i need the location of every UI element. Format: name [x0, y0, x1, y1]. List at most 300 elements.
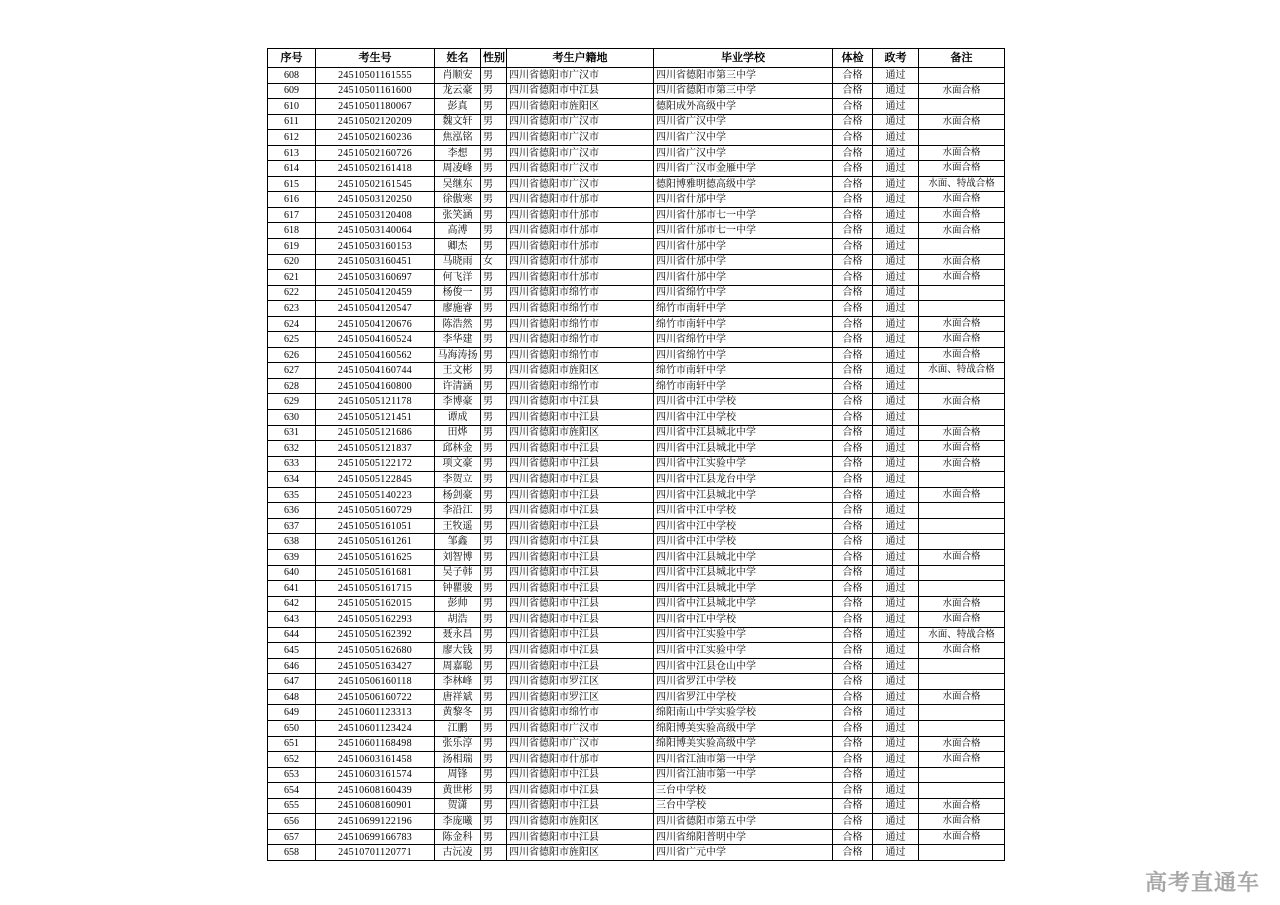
cell-physical-exam: 合格	[833, 845, 873, 861]
cell-residence: 四川省德阳市中江县	[507, 518, 654, 534]
cell-residence: 四川省德阳市中江县	[507, 643, 654, 659]
cell-candidate-no: 24510601123313	[316, 705, 435, 721]
cell-physical-exam: 合格	[833, 705, 873, 721]
table-row	[268, 192, 1005, 208]
cell-school: 四川省中江县仓山中学	[654, 658, 833, 674]
cell-remark	[919, 378, 1005, 394]
table-row	[268, 301, 1005, 317]
cell-gender: 男	[481, 798, 507, 814]
cell-physical-exam: 合格	[833, 534, 873, 550]
cell-gender: 男	[481, 270, 507, 286]
cell-political-exam: 通过	[873, 441, 919, 457]
cell-index: 622	[268, 285, 316, 301]
cell-index: 645	[268, 643, 316, 659]
cell-index: 655	[268, 798, 316, 814]
table-row	[268, 752, 1005, 768]
cell-candidate-no: 24510506160722	[316, 689, 435, 705]
cell-school: 四川省什邡中学	[654, 239, 833, 255]
cell-political-exam: 通过	[873, 239, 919, 255]
cell-remark: 水面合格	[919, 254, 1005, 270]
cell-name: 陈浩然	[435, 316, 481, 332]
cell-candidate-no: 24510601168498	[316, 736, 435, 752]
cell-political-exam: 通过	[873, 254, 919, 270]
cell-physical-exam: 合格	[833, 814, 873, 830]
cell-gender: 男	[481, 456, 507, 472]
cell-physical-exam: 合格	[833, 363, 873, 379]
cell-school: 绵竹市南轩中学	[654, 301, 833, 317]
cell-index: 631	[268, 425, 316, 441]
cell-residence: 四川省德阳市什邡市	[507, 270, 654, 286]
cell-gender: 男	[481, 239, 507, 255]
cell-physical-exam: 合格	[833, 720, 873, 736]
cell-remark: 水面合格	[919, 394, 1005, 410]
cell-candidate-no: 24510503160697	[316, 270, 435, 286]
cell-physical-exam: 合格	[833, 736, 873, 752]
cell-residence: 四川省德阳市绵竹市	[507, 378, 654, 394]
cell-index: 632	[268, 441, 316, 457]
cell-name: 王文彬	[435, 363, 481, 379]
cell-school: 四川省中江县城北中学	[654, 581, 833, 597]
cell-gender: 男	[481, 176, 507, 192]
table-row	[268, 270, 1005, 286]
cell-residence: 四川省德阳市绵竹市	[507, 332, 654, 348]
cell-name: 贺潇	[435, 798, 481, 814]
table-row	[268, 456, 1005, 472]
cell-candidate-no: 24510506160118	[316, 674, 435, 690]
table-row	[268, 145, 1005, 161]
table-row	[268, 285, 1005, 301]
cell-residence: 四川省德阳市广汉市	[507, 736, 654, 752]
cell-physical-exam: 合格	[833, 301, 873, 317]
cell-name: 张笑涵	[435, 207, 481, 223]
cell-physical-exam: 合格	[833, 643, 873, 659]
cell-residence: 四川省德阳市什邡市	[507, 223, 654, 239]
cell-physical-exam: 合格	[833, 161, 873, 177]
cell-residence: 四川省德阳市广汉市	[507, 720, 654, 736]
cell-candidate-no: 24510501161555	[316, 68, 435, 84]
cell-gender: 男	[481, 581, 507, 597]
cell-residence: 四川省德阳市广汉市	[507, 130, 654, 146]
cell-residence: 四川省德阳市中江县	[507, 798, 654, 814]
cell-candidate-no: 24510503140064	[316, 223, 435, 239]
cell-political-exam: 通过	[873, 503, 919, 519]
table-row	[268, 254, 1005, 270]
cell-school: 四川省广汉中学	[654, 114, 833, 130]
cell-remark: 水面合格	[919, 736, 1005, 752]
table-row	[268, 347, 1005, 363]
cell-residence: 四川省德阳市旌阳区	[507, 845, 654, 861]
column-header-index: 序号	[268, 49, 316, 68]
cell-political-exam: 通过	[873, 378, 919, 394]
table-row	[268, 565, 1005, 581]
cell-index: 609	[268, 83, 316, 99]
cell-index: 646	[268, 658, 316, 674]
cell-school: 绵阳博美实验高级中学	[654, 736, 833, 752]
cell-physical-exam: 合格	[833, 472, 873, 488]
table-row	[268, 441, 1005, 457]
cell-name: 徐傲寒	[435, 192, 481, 208]
cell-remark	[919, 534, 1005, 550]
cell-physical-exam: 合格	[833, 798, 873, 814]
column-header-residence: 考生户籍地	[507, 49, 654, 68]
table-row	[268, 161, 1005, 177]
cell-gender: 男	[481, 518, 507, 534]
cell-physical-exam: 合格	[833, 829, 873, 845]
table-row	[268, 596, 1005, 612]
table-row	[268, 736, 1005, 752]
cell-index: 613	[268, 145, 316, 161]
cell-school: 四川省广汉中学	[654, 130, 833, 146]
table-row	[268, 627, 1005, 643]
cell-physical-exam: 合格	[833, 239, 873, 255]
cell-political-exam: 通过	[873, 130, 919, 146]
cell-candidate-no: 24510505140223	[316, 487, 435, 503]
cell-index: 608	[268, 68, 316, 84]
cell-index: 641	[268, 581, 316, 597]
cell-remark: 水面合格	[919, 798, 1005, 814]
cell-political-exam: 通过	[873, 301, 919, 317]
cell-residence: 四川省德阳市中江县	[507, 503, 654, 519]
cell-index: 649	[268, 705, 316, 721]
cell-candidate-no: 24510603161574	[316, 767, 435, 783]
cell-remark	[919, 674, 1005, 690]
cell-residence: 四川省德阳市中江县	[507, 829, 654, 845]
cell-remark	[919, 301, 1005, 317]
cell-gender: 男	[481, 643, 507, 659]
cell-physical-exam: 合格	[833, 410, 873, 426]
cell-school: 四川省中江县城北中学	[654, 596, 833, 612]
cell-gender: 男	[481, 596, 507, 612]
cell-remark	[919, 720, 1005, 736]
table-row	[268, 767, 1005, 783]
table-row	[268, 207, 1005, 223]
cell-political-exam: 通过	[873, 814, 919, 830]
cell-remark: 水面合格	[919, 161, 1005, 177]
cell-school: 四川省中江实验中学	[654, 627, 833, 643]
cell-gender: 男	[481, 658, 507, 674]
table-row	[268, 378, 1005, 394]
cell-name: 江鹏	[435, 720, 481, 736]
cell-gender: 男	[481, 689, 507, 705]
cell-gender: 男	[481, 565, 507, 581]
cell-index: 629	[268, 394, 316, 410]
cell-political-exam: 通过	[873, 99, 919, 115]
cell-physical-exam: 合格	[833, 68, 873, 84]
table-row	[268, 643, 1005, 659]
table-row	[268, 332, 1005, 348]
table-row	[268, 814, 1005, 830]
cell-physical-exam: 合格	[833, 207, 873, 223]
cell-residence: 四川省德阳市中江县	[507, 612, 654, 628]
cell-political-exam: 通过	[873, 487, 919, 503]
table-header-row	[268, 49, 1005, 68]
cell-residence: 四川省德阳市中江县	[507, 565, 654, 581]
cell-index: 614	[268, 161, 316, 177]
cell-school: 三台中学校	[654, 798, 833, 814]
cell-residence: 四川省德阳市旌阳区	[507, 814, 654, 830]
cell-physical-exam: 合格	[833, 99, 873, 115]
cell-gender: 男	[481, 829, 507, 845]
cell-political-exam: 通过	[873, 223, 919, 239]
cell-candidate-no: 24510505162293	[316, 612, 435, 628]
cell-candidate-no: 24510505160729	[316, 503, 435, 519]
cell-political-exam: 通过	[873, 518, 919, 534]
table-row	[268, 68, 1005, 84]
cell-gender: 男	[481, 301, 507, 317]
cell-school: 四川省广汉中学	[654, 145, 833, 161]
cell-residence: 四川省德阳市旌阳区	[507, 363, 654, 379]
cell-name: 杨剑豪	[435, 487, 481, 503]
cell-index: 623	[268, 301, 316, 317]
table-row	[268, 783, 1005, 799]
cell-gender: 男	[481, 378, 507, 394]
cell-political-exam: 通过	[873, 270, 919, 286]
cell-school: 四川省绵竹中学	[654, 285, 833, 301]
cell-remark: 水面合格	[919, 347, 1005, 363]
cell-residence: 四川省德阳市什邡市	[507, 192, 654, 208]
cell-index: 630	[268, 410, 316, 426]
cell-name: 胡浩	[435, 612, 481, 628]
cell-index: 648	[268, 689, 316, 705]
cell-gender: 男	[481, 316, 507, 332]
cell-index: 611	[268, 114, 316, 130]
cell-school: 四川省中江实验中学	[654, 456, 833, 472]
cell-name: 高溥	[435, 223, 481, 239]
column-header-gender: 性别	[481, 49, 507, 68]
cell-index: 643	[268, 612, 316, 628]
cell-school: 四川省什邡中学	[654, 270, 833, 286]
cell-name: 周凌峰	[435, 161, 481, 177]
cell-name: 邱林金	[435, 441, 481, 457]
cell-residence: 四川省德阳市中江县	[507, 581, 654, 597]
cell-physical-exam: 合格	[833, 285, 873, 301]
cell-residence: 四川省德阳市中江县	[507, 472, 654, 488]
cell-remark: 水面合格	[919, 643, 1005, 659]
cell-residence: 四川省德阳市中江县	[507, 534, 654, 550]
cell-remark: 水面合格	[919, 549, 1005, 565]
cell-residence: 四川省德阳市广汉市	[507, 161, 654, 177]
table-row	[268, 658, 1005, 674]
cell-name: 彭帅	[435, 596, 481, 612]
column-header-school: 毕业学校	[654, 49, 833, 68]
cell-remark	[919, 472, 1005, 488]
cell-candidate-no: 24510505122845	[316, 472, 435, 488]
cell-candidate-no: 24510503120250	[316, 192, 435, 208]
cell-name: 项文豪	[435, 456, 481, 472]
cell-name: 廖施睿	[435, 301, 481, 317]
watermark: 高考直通车	[1144, 870, 1260, 895]
candidates-table	[267, 48, 1005, 861]
cell-remark	[919, 68, 1005, 84]
cell-index: 636	[268, 503, 316, 519]
cell-gender: 男	[481, 425, 507, 441]
cell-candidate-no: 24510505161715	[316, 581, 435, 597]
cell-school: 四川省什邡中学	[654, 254, 833, 270]
cell-residence: 四川省德阳市广汉市	[507, 68, 654, 84]
table-row	[268, 425, 1005, 441]
cell-political-exam: 通过	[873, 845, 919, 861]
table-row	[268, 829, 1005, 845]
cell-political-exam: 通过	[873, 674, 919, 690]
cell-name: 马晓雨	[435, 254, 481, 270]
cell-gender: 男	[481, 845, 507, 861]
cell-name: 肖顺安	[435, 68, 481, 84]
cell-index: 615	[268, 176, 316, 192]
cell-name: 周锋	[435, 767, 481, 783]
cell-physical-exam: 合格	[833, 114, 873, 130]
cell-candidate-no: 24510501161600	[316, 83, 435, 99]
cell-candidate-no: 24510505161051	[316, 518, 435, 534]
cell-physical-exam: 合格	[833, 565, 873, 581]
cell-gender: 男	[481, 534, 507, 550]
cell-gender: 男	[481, 410, 507, 426]
cell-residence: 四川省德阳市广汉市	[507, 145, 654, 161]
cell-political-exam: 通过	[873, 176, 919, 192]
cell-gender: 男	[481, 503, 507, 519]
cell-index: 635	[268, 487, 316, 503]
cell-remark	[919, 565, 1005, 581]
cell-gender: 男	[481, 332, 507, 348]
cell-political-exam: 通过	[873, 705, 919, 721]
cell-gender: 男	[481, 145, 507, 161]
cell-political-exam: 通过	[873, 798, 919, 814]
cell-residence: 四川省德阳市旌阳区	[507, 425, 654, 441]
table-row	[268, 239, 1005, 255]
cell-index: 626	[268, 347, 316, 363]
cell-index: 638	[268, 534, 316, 550]
cell-school: 四川省什邡中学	[654, 192, 833, 208]
cell-remark	[919, 783, 1005, 799]
cell-name: 李沿江	[435, 503, 481, 519]
cell-physical-exam: 合格	[833, 347, 873, 363]
cell-residence: 四川省德阳市中江县	[507, 487, 654, 503]
cell-candidate-no: 24510505121837	[316, 441, 435, 457]
cell-political-exam: 通过	[873, 534, 919, 550]
cell-residence: 四川省德阳市罗江区	[507, 689, 654, 705]
cell-political-exam: 通过	[873, 767, 919, 783]
cell-school: 四川省绵阳普明中学	[654, 829, 833, 845]
cell-candidate-no: 24510503160153	[316, 239, 435, 255]
cell-name: 焦泓铭	[435, 130, 481, 146]
cell-residence: 四川省德阳市中江县	[507, 549, 654, 565]
column-header-candidate-no: 考生号	[316, 49, 435, 68]
cell-school: 四川省江油市第一中学	[654, 752, 833, 768]
cell-school: 四川省中江县城北中学	[654, 565, 833, 581]
cell-school: 四川省德阳市第五中学	[654, 814, 833, 830]
cell-school: 四川省中江中学校	[654, 503, 833, 519]
cell-index: 627	[268, 363, 316, 379]
cell-candidate-no: 24510504120547	[316, 301, 435, 317]
cell-name: 黄世彬	[435, 783, 481, 799]
cell-gender: 男	[481, 612, 507, 628]
cell-index: 610	[268, 99, 316, 115]
cell-candidate-no: 24510504160744	[316, 363, 435, 379]
cell-physical-exam: 合格	[833, 581, 873, 597]
cell-gender: 男	[481, 130, 507, 146]
cell-political-exam: 通过	[873, 596, 919, 612]
cell-index: 633	[268, 456, 316, 472]
cell-political-exam: 通过	[873, 472, 919, 488]
cell-school: 四川省中江县龙台中学	[654, 472, 833, 488]
cell-physical-exam: 合格	[833, 767, 873, 783]
table-row	[268, 99, 1005, 115]
cell-gender: 男	[481, 627, 507, 643]
cell-name: 李林峰	[435, 674, 481, 690]
cell-physical-exam: 合格	[833, 627, 873, 643]
cell-name: 李贺立	[435, 472, 481, 488]
cell-political-exam: 通过	[873, 285, 919, 301]
cell-name: 许清涵	[435, 378, 481, 394]
cell-school: 四川省江油市第一中学	[654, 767, 833, 783]
cell-name: 陈金科	[435, 829, 481, 845]
cell-gender: 女	[481, 254, 507, 270]
table-row	[268, 549, 1005, 565]
cell-name: 李庞曦	[435, 814, 481, 830]
cell-political-exam: 通过	[873, 192, 919, 208]
cell-remark: 水面合格	[919, 114, 1005, 130]
cell-political-exam: 通过	[873, 736, 919, 752]
cell-remark	[919, 845, 1005, 861]
cell-residence: 四川省德阳市绵竹市	[507, 316, 654, 332]
cell-residence: 四川省德阳市什邡市	[507, 207, 654, 223]
table-row	[268, 581, 1005, 597]
cell-name: 张乐淳	[435, 736, 481, 752]
cell-name: 古沅凌	[435, 845, 481, 861]
cell-school: 四川省广汉市金雁中学	[654, 161, 833, 177]
cell-residence: 四川省德阳市中江县	[507, 456, 654, 472]
cell-physical-exam: 合格	[833, 674, 873, 690]
table-row	[268, 503, 1005, 519]
cell-index: 628	[268, 378, 316, 394]
cell-physical-exam: 合格	[833, 487, 873, 503]
cell-physical-exam: 合格	[833, 503, 873, 519]
table-row	[268, 845, 1005, 861]
cell-index: 616	[268, 192, 316, 208]
cell-residence: 四川省德阳市中江县	[507, 83, 654, 99]
cell-physical-exam: 合格	[833, 689, 873, 705]
cell-political-exam: 通过	[873, 581, 919, 597]
cell-school: 绵竹市南轩中学	[654, 363, 833, 379]
cell-school: 四川省罗江中学校	[654, 674, 833, 690]
cell-candidate-no: 24510502160236	[316, 130, 435, 146]
cell-candidate-no: 24510504120676	[316, 316, 435, 332]
cell-residence: 四川省德阳市什邡市	[507, 239, 654, 255]
table-row	[268, 487, 1005, 503]
cell-gender: 男	[481, 752, 507, 768]
cell-school: 绵阳南山中学实验学校	[654, 705, 833, 721]
cell-index: 637	[268, 518, 316, 534]
cell-index: 652	[268, 752, 316, 768]
cell-remark	[919, 239, 1005, 255]
cell-physical-exam: 合格	[833, 192, 873, 208]
cell-residence: 四川省德阳市什邡市	[507, 254, 654, 270]
cell-remark: 水面合格	[919, 752, 1005, 768]
cell-school: 四川省绵竹中学	[654, 332, 833, 348]
cell-school: 四川省罗江中学校	[654, 689, 833, 705]
cell-index: 619	[268, 239, 316, 255]
table-row	[268, 798, 1005, 814]
cell-remark	[919, 130, 1005, 146]
cell-gender: 男	[481, 83, 507, 99]
table-row	[268, 410, 1005, 426]
cell-school: 四川省中江中学校	[654, 410, 833, 426]
cell-political-exam: 通过	[873, 161, 919, 177]
cell-name: 汤相瑞	[435, 752, 481, 768]
cell-political-exam: 通过	[873, 565, 919, 581]
cell-physical-exam: 合格	[833, 316, 873, 332]
cell-remark: 水面合格	[919, 596, 1005, 612]
cell-name: 何飞洋	[435, 270, 481, 286]
